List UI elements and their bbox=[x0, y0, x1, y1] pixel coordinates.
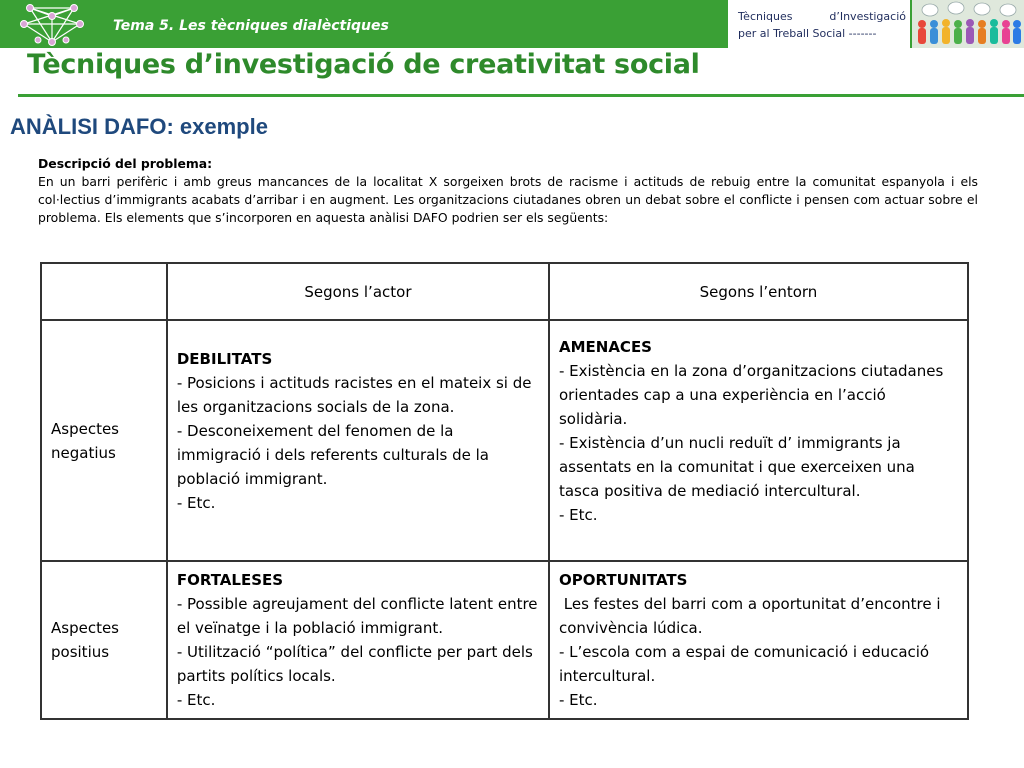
debilitats-title: DEBILITATS bbox=[176, 350, 273, 368]
cell-amenaces bbox=[549, 320, 968, 561]
course-line1-b: d’Investigació bbox=[829, 10, 906, 23]
page-title: Tècniques d’investigació de creativitat social bbox=[27, 49, 700, 80]
col-header-entorn: Segons l’entorn bbox=[549, 263, 968, 320]
description-text: En un barri perifèric i amb greus mancances de la localitat X sorgeixen brots de racisme i actituds de rebuig entre la comunitat espanyola i els col·lectius d’immigrants acabats d’arribar i en augment. Les organitzacions ciutadanes obren un debat sobre el conflicte i pensen com actuar sobre el problema. Els elements que s’incorporen en aquesta anàlisi DAFO podrien ser els següents: bbox=[38, 174, 978, 225]
list-item: - Etc. bbox=[176, 494, 216, 512]
problem-description bbox=[38, 155, 978, 227]
col-header-actor: Segons l’actor bbox=[167, 263, 549, 320]
table-row-negatius bbox=[41, 320, 968, 561]
cell-debilitats bbox=[167, 320, 549, 561]
list-item: - Existència d’un nucli reduït d’ immigrants ja assentats en la comunitat i que exerceixen una tasca positiva de mediació intercultural. bbox=[558, 434, 915, 500]
list-item: Les festes del barri com a oportunitat d’encontre i convivència lúdica. bbox=[558, 595, 946, 637]
header-bar bbox=[0, 0, 1024, 48]
cell-oportunitats bbox=[549, 561, 968, 719]
empty-corner-cell bbox=[41, 263, 167, 320]
row-label-positius bbox=[41, 561, 167, 719]
list-item: - Etc. bbox=[558, 506, 598, 524]
table-row-positius bbox=[41, 561, 968, 719]
list-item: - Utilització “política” del conflicte per part dels partits polítics locals. bbox=[176, 643, 533, 685]
row-label-line: negatius bbox=[51, 443, 116, 462]
list-item: - Existència en la zona d’organitzacions ciutadanes orientades cap a una experiència en l’acció solidària. bbox=[558, 362, 944, 428]
course-label-box bbox=[728, 0, 910, 48]
topic-label: Tema 5. Les tècniques dialèctiques bbox=[113, 18, 389, 34]
network-logo bbox=[18, 2, 86, 46]
people-group-icon bbox=[912, 0, 1024, 48]
course-line2: per al Treball Social ------- bbox=[738, 27, 877, 40]
people-illustration bbox=[912, 0, 1024, 48]
table-header-row bbox=[41, 263, 968, 320]
network-icon bbox=[18, 2, 86, 46]
row-label-line: Aspectes bbox=[51, 619, 119, 637]
fortaleses-title: FORTALESES bbox=[176, 571, 284, 589]
course-label bbox=[738, 8, 906, 42]
description-heading: Descripció del problema: bbox=[38, 156, 213, 171]
cell-fortaleses bbox=[167, 561, 549, 719]
list-item: - Etc. bbox=[558, 691, 598, 709]
section-subtitle: ANÀLISI DAFO: exemple bbox=[10, 114, 268, 139]
oportunitats-title: OPORTUNITATS bbox=[558, 571, 688, 589]
amenaces-title: AMENACES bbox=[558, 338, 652, 356]
row-label-line: positius bbox=[51, 643, 110, 661]
list-item: - Etc. bbox=[176, 691, 216, 709]
row-label-negatius bbox=[41, 320, 167, 561]
row-label-line: Aspectes bbox=[51, 419, 119, 438]
dafo-table bbox=[40, 262, 969, 720]
list-item: - L’escola com a espai de comunicació i educació intercultural. bbox=[558, 643, 930, 685]
title-divider bbox=[18, 94, 1024, 97]
list-item: - Possible agreujament del conflicte latent entre el veïnatge i la població immigrant. bbox=[176, 595, 538, 637]
list-item: - Posicions i actituds racistes en el mateix si de les organitzacions socials de la zona. bbox=[176, 374, 532, 416]
course-line1-a: Tècniques bbox=[738, 10, 793, 23]
list-item: - Desconeixement del fenomen de la immigració i dels referents culturals de la població immigrant. bbox=[176, 422, 490, 488]
